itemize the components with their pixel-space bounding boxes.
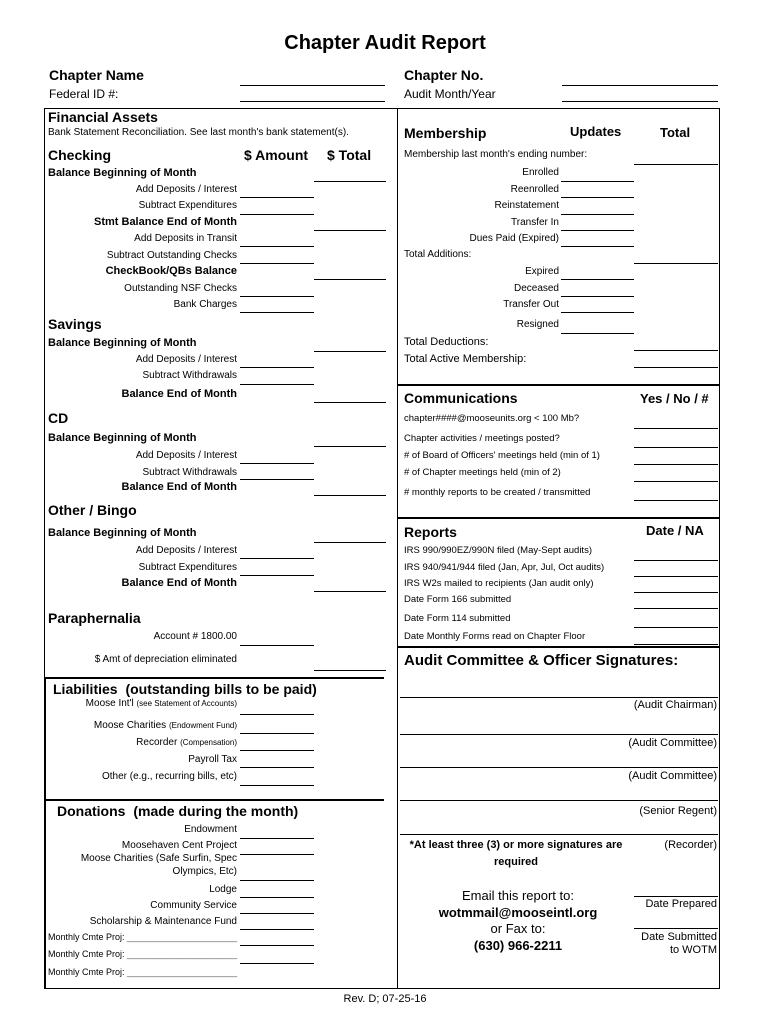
reports-rule <box>398 517 720 519</box>
membership-last-month-total[interactable] <box>634 164 718 165</box>
cmte-label: Monthly Cmte Proj: <box>48 967 125 977</box>
cmte-blank[interactable]: ______________________ <box>127 932 238 942</box>
monthly-cmte-proj-1 <box>48 933 237 942</box>
checking-add-deposits: Add Deposits / Interest <box>135 184 237 195</box>
membership-resigned: Resigned <box>516 319 559 330</box>
role-audit-committee-2: (Audit Committee) <box>628 770 717 782</box>
audit-month-year-label: Audit Month/Year <box>404 87 496 101</box>
liability-label: Moose Int'l <box>85 698 134 709</box>
other-balance-beginning-total[interactable] <box>314 542 386 543</box>
other-balance-end-total[interactable] <box>314 591 386 592</box>
chapter-no-field[interactable] <box>562 85 718 86</box>
signature-line-recorder[interactable] <box>400 834 718 835</box>
other-subtract-expenditures: Subtract Expenditures <box>138 562 237 573</box>
membership-total-additions: Total Additions: <box>404 249 472 260</box>
chapter-name-label: Chapter Name <box>49 67 144 83</box>
comm-activities-posted: Chapter activities / meetings posted? <box>404 433 560 444</box>
savings-subtract-withdrawals: Subtract Withdrawals <box>142 370 237 381</box>
federal-id-field[interactable] <box>240 101 385 102</box>
comm-board-meetings: # of Board of Officers' meetings held (min of 1) <box>404 450 600 461</box>
liability-other: Other (e.g., recurring bills, etc) <box>101 771 237 782</box>
donations-subtitle: (made during the month) <box>133 803 299 819</box>
membership-resigned-field[interactable] <box>561 333 634 334</box>
donation-scholarship-field[interactable] <box>240 929 314 930</box>
audit-month-year-field[interactable] <box>562 101 718 102</box>
membership-heading: Membership <box>404 125 487 141</box>
checkbook-qbs-balance-total[interactable] <box>314 279 386 280</box>
liability-label: Recorder <box>136 737 178 748</box>
date-na-column-header: Date / NA <box>646 523 704 538</box>
donations-title: Donations <box>57 803 126 819</box>
role-audit-chairman: (Audit Chairman) <box>633 699 717 711</box>
checking-subtract-expenditures-amount[interactable] <box>240 214 314 215</box>
other-bingo-heading: Other / Bingo <box>48 502 137 518</box>
date-submitted-field[interactable] <box>634 928 718 929</box>
monthly-cmte-proj-1-field[interactable] <box>240 945 314 946</box>
checking-balance-beginning: Balance Beginning of Month <box>48 167 197 179</box>
liabilities-subtitle: (outstanding bills to be paid) <box>125 681 317 697</box>
signatures-top-rule <box>398 646 720 648</box>
liability-moose-charities <box>94 721 237 731</box>
date-prepared-field[interactable] <box>634 896 718 897</box>
fax-label: or Fax to: <box>490 921 546 936</box>
monthly-cmte-proj-3 <box>48 968 237 977</box>
report-monthly-forms: Date Monthly Forms read on Chapter Floor <box>404 631 586 642</box>
liability-payroll-tax: Payroll Tax <box>188 754 237 765</box>
donation-community-service-field[interactable] <box>240 913 314 914</box>
report-irs-940: IRS 940/941/944 filed (Jan, Apr, Jul, Oct audits) <box>404 562 605 573</box>
cmte-blank[interactable]: ______________________ <box>127 949 238 959</box>
membership-transfer-in-field[interactable] <box>561 230 634 231</box>
signature-requirement-note-cont: required <box>493 856 538 868</box>
total-column-header: $ Total <box>327 147 372 163</box>
membership-reinstatement: Reinstatement <box>494 200 559 211</box>
membership-deceased: Deceased <box>513 283 559 294</box>
report-form-166: Date Form 166 submitted <box>404 594 512 605</box>
cd-add-deposits-amount[interactable] <box>240 463 314 464</box>
donation-moose-charities-cont: Olympics, Etc) <box>172 866 237 877</box>
savings-balance-end-total[interactable] <box>314 402 386 403</box>
paraphernalia-heading: Paraphernalia <box>48 610 141 626</box>
checking-outstanding-checks: Subtract Outstanding Checks <box>106 250 237 261</box>
membership-total-deductions-total[interactable] <box>634 350 718 351</box>
cd-balance-end: Balance End of Month <box>121 481 237 493</box>
checking-nsf-checks-amount[interactable] <box>240 296 314 297</box>
liability-moose-intl <box>86 699 237 709</box>
cmte-blank[interactable]: ______________________ <box>127 967 238 977</box>
membership-reenrolled: Reenrolled <box>510 184 559 195</box>
other-add-deposits-amount[interactable] <box>240 558 314 559</box>
updates-column-header: Updates <box>570 124 622 139</box>
cmte-label: Monthly Cmte Proj: <box>48 949 125 959</box>
communications-rule <box>398 384 720 386</box>
membership-last-month: Membership last month's ending number: <box>404 149 588 160</box>
membership-total-active: Total Active Membership: <box>404 353 527 365</box>
liability-note: (Endowment Fund) <box>168 721 237 730</box>
checking-deposits-transit: Add Deposits in Transit <box>134 233 237 244</box>
cd-balance-end-total[interactable] <box>314 495 386 496</box>
report-form-114-field[interactable] <box>634 627 718 628</box>
checking-outstanding-checks-amount[interactable] <box>240 263 314 264</box>
yes-no-column-header: Yes / No / # <box>640 391 709 406</box>
report-monthly-forms-field[interactable] <box>634 644 718 645</box>
other-add-deposits: Add Deposits / Interest <box>135 545 237 556</box>
savings-subtract-withdrawals-amount[interactable] <box>240 384 314 385</box>
liability-recorder <box>136 738 237 748</box>
signature-line-audit-chairman[interactable] <box>400 697 718 698</box>
reports-heading: Reports <box>404 524 457 540</box>
membership-transfer-in: Transfer In <box>511 217 559 228</box>
communications-heading: Communications <box>404 390 518 406</box>
checking-stmt-balance-total[interactable] <box>314 230 386 231</box>
membership-expired: Expired <box>525 266 559 277</box>
membership-reinstatement-field[interactable] <box>561 214 634 215</box>
donation-moose-charities-field[interactable] <box>240 880 314 881</box>
liabilities-top-rule <box>44 677 384 679</box>
membership-enrolled: Enrolled <box>522 167 559 178</box>
signature-requirement-note: *At least three (3) or more signatures are <box>409 839 623 851</box>
liability-moose-charities-field[interactable] <box>240 733 314 734</box>
date-prepared-label: Date Prepared <box>645 898 717 910</box>
email-label: Email this report to: <box>462 888 574 903</box>
comm-chapter-meetings: # of Chapter meetings held (min of 2) <box>404 467 561 478</box>
membership-reenrolled-field[interactable] <box>561 197 634 198</box>
signatures-heading: Audit Committee & Officer Signatures: <box>404 652 679 669</box>
report-irs-w2-field[interactable] <box>634 592 718 593</box>
donation-lodge: Lodge <box>209 884 237 895</box>
paraphernalia-depreciation-total[interactable] <box>314 670 386 671</box>
donation-moosehaven-field[interactable] <box>240 854 314 855</box>
savings-balance-end: Balance End of Month <box>121 388 237 400</box>
donation-scholarship: Scholarship & Maintenance Fund <box>89 916 237 927</box>
amount-column-header: $ Amount <box>244 147 309 163</box>
membership-total-deductions: Total Deductions: <box>404 336 489 348</box>
checking-balance-beginning-total[interactable] <box>314 181 386 182</box>
comm-email-size-field[interactable] <box>634 428 718 429</box>
donation-moosehaven: Moosehaven Cent Project <box>121 840 237 851</box>
savings-balance-beginning-total[interactable] <box>314 351 386 352</box>
savings-add-deposits: Add Deposits / Interest <box>135 354 237 365</box>
chapter-no-label: Chapter No. <box>404 67 484 83</box>
page-title: Chapter Audit Report <box>284 32 486 54</box>
signature-line-audit-committee-2[interactable] <box>400 767 718 768</box>
membership-total-active-total[interactable] <box>634 367 718 368</box>
savings-heading: Savings <box>48 316 102 332</box>
donation-endowment: Endowment <box>184 824 237 835</box>
report-irs-990: IRS 990/990EZ/990N filed (May-Sept audits) <box>404 545 592 556</box>
role-recorder: (Recorder) <box>664 839 717 851</box>
comm-email-size: chapter####@mooseunits.org < 100 Mb? <box>404 413 580 424</box>
date-submitted-label-cont: to WOTM <box>669 944 717 956</box>
donation-endowment-field[interactable] <box>240 838 314 839</box>
savings-add-deposits-amount[interactable] <box>240 367 314 368</box>
membership-total-additions-total[interactable] <box>634 263 718 264</box>
liability-label: Moose Charities <box>93 720 167 731</box>
other-subtract-expenditures-amount[interactable] <box>240 575 314 576</box>
role-audit-committee-1: (Audit Committee) <box>628 737 717 749</box>
checking-heading: Checking <box>48 147 112 163</box>
cd-subtract-withdrawals-amount[interactable] <box>240 479 314 480</box>
membership-dues-paid: Dues Paid (Expired) <box>469 233 559 244</box>
membership-dues-paid-field[interactable] <box>561 246 634 247</box>
checking-nsf-checks: Outstanding NSF Checks <box>124 283 237 294</box>
bank-reconciliation-note: Bank Statement Reconciliation. See last month's bank statement(s). <box>48 127 349 138</box>
liabilities-heading <box>53 682 317 696</box>
report-form-166-field[interactable] <box>634 608 718 609</box>
report-irs-w2: IRS W2s mailed to recipients (Jan audit only) <box>404 578 594 589</box>
cd-heading: CD <box>48 410 69 426</box>
comm-monthly-reports-field[interactable] <box>634 500 718 501</box>
membership-enrolled-field[interactable] <box>561 181 634 182</box>
liability-moose-intl-field[interactable] <box>240 714 314 715</box>
cd-add-deposits: Add Deposits / Interest <box>135 450 237 461</box>
checking-stmt-balance: Stmt Balance End of Month <box>94 216 237 228</box>
liabilities-title: Liabilities <box>53 681 118 697</box>
membership-total-column-header: Total <box>660 125 691 140</box>
comm-board-meetings-field[interactable] <box>634 464 718 465</box>
checking-bank-charges-amount[interactable] <box>240 312 314 313</box>
report-irs-990-field[interactable] <box>634 560 718 561</box>
cmte-label: Monthly Cmte Proj: <box>48 932 125 942</box>
report-form-114: Date Form 114 submitted <box>404 613 511 624</box>
financial-assets-heading: Financial Assets <box>48 109 158 125</box>
paraphernalia-account-amount[interactable] <box>240 645 314 646</box>
liability-note: (see Statement of Accounts) <box>136 699 237 708</box>
membership-deceased-field[interactable] <box>561 296 634 297</box>
donation-community-service: Community Service <box>150 900 237 911</box>
email-address[interactable]: wotmmail@mooseintl.org <box>438 905 598 920</box>
membership-transfer-out-field[interactable] <box>561 312 634 313</box>
revision-footer: Rev. D; 07-25-16 <box>343 993 427 1005</box>
checkbook-qbs-balance: CheckBook/QBs Balance <box>105 265 237 277</box>
signature-line-senior-regent[interactable] <box>400 800 718 801</box>
date-submitted-label: Date Submitted <box>641 931 717 943</box>
monthly-cmte-proj-2 <box>48 950 237 959</box>
signature-line-audit-committee-1[interactable] <box>400 734 718 735</box>
comm-chapter-meetings-field[interactable] <box>634 481 718 482</box>
other-balance-beginning: Balance Beginning of Month <box>48 527 197 539</box>
liability-payroll-tax-field[interactable] <box>240 767 314 768</box>
liabilities-left-rule <box>44 677 46 799</box>
checking-deposits-transit-amount[interactable] <box>240 246 314 247</box>
chapter-name-field[interactable] <box>240 85 385 86</box>
donation-lodge-field[interactable] <box>240 897 314 898</box>
role-senior-regent: (Senior Regent) <box>639 805 717 817</box>
liability-note: (Compensation) <box>180 738 237 747</box>
membership-transfer-out: Transfer Out <box>503 299 559 310</box>
cd-balance-beginning: Balance Beginning of Month <box>48 432 197 444</box>
other-balance-end: Balance End of Month <box>121 577 237 589</box>
membership-expired-field[interactable] <box>561 279 634 280</box>
federal-id-label: Federal ID #: <box>49 87 119 101</box>
cd-subtract-withdrawals: Subtract Withdrawals <box>142 467 237 478</box>
liability-recorder-field[interactable] <box>240 750 314 751</box>
cd-balance-beginning-total[interactable] <box>314 446 386 447</box>
comm-monthly-reports: # monthly reports to be created / transmitted <box>404 487 591 498</box>
donations-left-rule <box>44 799 46 989</box>
checking-add-deposits-amount[interactable] <box>240 197 314 198</box>
comm-activities-posted-field[interactable] <box>634 447 718 448</box>
fax-number: (630) 966-2211 <box>473 938 563 953</box>
liability-other-field[interactable] <box>240 785 314 786</box>
checking-bank-charges: Bank Charges <box>173 299 237 310</box>
paraphernalia-account: Account # 1800.00 <box>153 631 237 642</box>
donation-moose-charities: Moose Charities (Safe Surfin, Spec <box>80 853 237 864</box>
report-irs-940-field[interactable] <box>634 576 718 577</box>
monthly-cmte-proj-2-field[interactable] <box>240 963 314 964</box>
donations-top-rule <box>44 799 384 801</box>
donations-heading <box>57 804 298 818</box>
paraphernalia-depreciation: $ Amt of depreciation eliminated <box>94 654 237 665</box>
checking-subtract-expenditures: Subtract Expenditures <box>138 200 237 211</box>
savings-balance-beginning: Balance Beginning of Month <box>48 337 197 349</box>
